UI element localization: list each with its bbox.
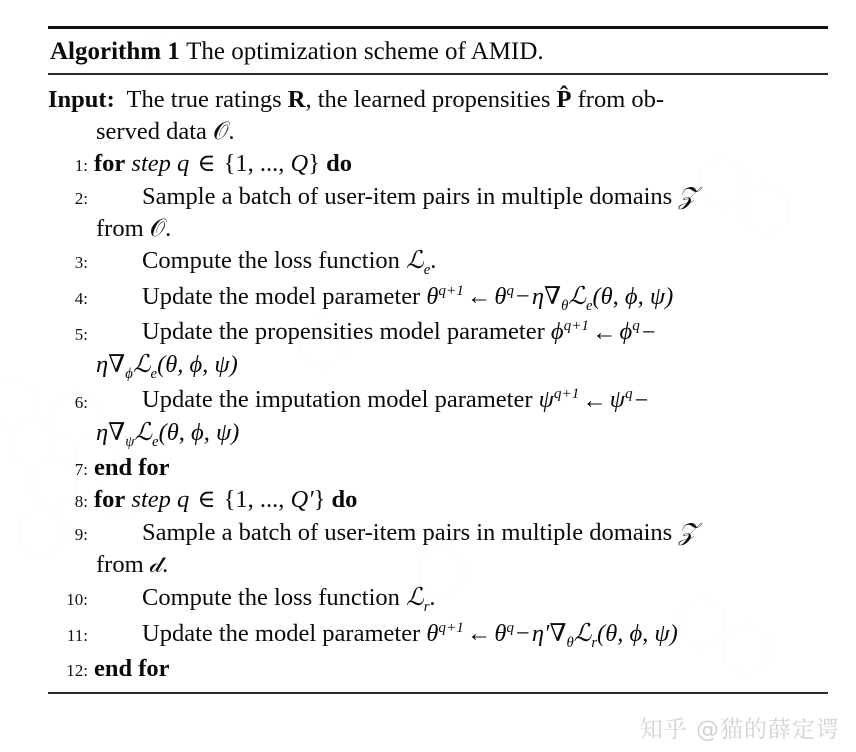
line-number-6: 6: <box>74 392 88 412</box>
line-body-10: Compute the loss function <box>142 583 407 611</box>
line-text-2 <box>94 180 828 213</box>
domain-symbol-2: 𝒵 <box>678 180 698 210</box>
lhs-var-4: θ <box>426 283 439 311</box>
learning-rate-6: η <box>96 419 109 447</box>
loss-subscript-5: e <box>150 366 158 383</box>
learning-rate-5: η <box>96 351 109 379</box>
it-step-1: step <box>131 149 171 177</box>
line-number-1: 1: <box>74 155 88 175</box>
line-text-11 <box>94 617 828 653</box>
algorithm-title-keyword: Algorithm 1 <box>50 38 180 65</box>
nabla-icon-6: ∇ <box>108 419 126 447</box>
loss-symbol-3: ℒ <box>406 245 424 275</box>
line-continuation-9: from 𝒹. <box>96 551 169 578</box>
loss-args-4: (θ, ϕ, ψ) <box>592 283 674 311</box>
nabla-icon-11: ∇ <box>549 619 567 647</box>
line-number-7: 7: <box>74 460 88 480</box>
input-propensity-symbol: P̂ <box>556 86 572 114</box>
kw-do-1: do <box>326 149 353 177</box>
period-10: . <box>429 583 436 611</box>
algorithm-body <box>48 75 828 691</box>
line-text-9 <box>94 516 828 549</box>
alg-line-2 <box>48 180 828 213</box>
alg-line-11 <box>48 617 828 653</box>
line-number-2: 2: <box>74 188 88 208</box>
line-text-4 <box>94 280 828 316</box>
line-text-8 <box>94 484 828 516</box>
input-ratings-symbol: R <box>287 86 306 114</box>
rhs-var-4: θ <box>494 283 507 311</box>
line-number-3: 3: <box>74 253 88 273</box>
grad-subscript-11: θ <box>566 634 574 651</box>
loss-subscript-4: e <box>585 298 593 315</box>
lhs-superscript-4: q+1 <box>438 282 464 300</box>
minus-op-4: − <box>515 283 530 311</box>
alg-line-10 <box>48 581 828 617</box>
algorithm-block <box>48 26 828 694</box>
assign-arrow-4: ← <box>466 283 492 311</box>
rhs-var-11: θ <box>494 619 507 647</box>
line-text-12 <box>94 653 828 685</box>
rhs-var-5: ϕ <box>619 318 633 346</box>
set-membership-8: ∈ <box>197 486 216 514</box>
alg-line-6 <box>48 384 828 416</box>
line-body-2: Sample a batch of user-item pairs in multiple domains <box>142 182 679 210</box>
set-var-1: Q <box>290 149 309 177</box>
alg-line-3 <box>48 244 828 280</box>
loss-symbol-6: ℒ <box>134 417 153 447</box>
set-open-8: {1, ..., <box>223 486 285 514</box>
line-text-1 <box>94 148 828 180</box>
input-text-a: The true ratings <box>126 86 288 114</box>
set-var-8: Q <box>290 486 309 514</box>
line-number-5: 5: <box>74 324 88 344</box>
input-continuation: served data 𝒪. <box>96 118 235 146</box>
line-number-4: 4: <box>74 289 88 309</box>
bottom-rule <box>48 692 828 694</box>
loss-symbol-11: ℒ <box>573 617 592 647</box>
line-text-5 <box>94 316 828 348</box>
line-continuation-2: from 𝒪. <box>96 214 172 242</box>
kw-endfor-12: end for <box>94 654 170 682</box>
nabla-icon-4: ∇ <box>543 283 562 311</box>
loss-subscript-3: e <box>423 262 431 279</box>
set-var-prime-8: ′ <box>308 486 314 514</box>
alg-line-8 <box>48 484 828 516</box>
rhs-superscript-5: q <box>632 317 640 335</box>
domain-symbol-9: 𝒵 <box>678 517 698 547</box>
var-q-8: q <box>177 486 190 514</box>
alg-line-5 <box>48 316 828 348</box>
line-text-10 <box>94 581 828 617</box>
learning-rate-4: η <box>531 283 544 311</box>
algorithm-title-text: The optimization scheme of AMID. <box>186 38 544 65</box>
set-close-1: } <box>308 149 321 177</box>
grad-subscript-4: θ <box>561 298 569 315</box>
loss-symbol-10: ℒ <box>406 581 424 611</box>
loss-args-11: (θ, ϕ, ψ) <box>597 619 678 647</box>
kw-do-8: do <box>331 486 358 514</box>
minus-op-5: − <box>641 318 656 346</box>
zhihu-watermark: 知乎 @猫的薛定谔 <box>639 717 840 743</box>
learning-rate-11: η <box>531 619 544 647</box>
line-continuation-5 <box>48 348 828 384</box>
alg-line-9 <box>48 516 828 549</box>
it-step-8: step <box>131 486 171 514</box>
input-text-c: from ob- <box>571 86 665 114</box>
var-q-1: q <box>177 149 190 177</box>
loss-args-6: (θ, ϕ, ψ) <box>158 419 240 447</box>
line-number-8: 8: <box>74 492 88 512</box>
grad-subscript-5: ϕ <box>125 366 133 383</box>
algorithm-title <box>48 29 828 73</box>
period-3: . <box>430 247 437 275</box>
loss-symbol-4: ℒ <box>568 281 586 311</box>
set-membership-1: ∈ <box>197 149 216 177</box>
assign-arrow-6: ← <box>582 386 607 414</box>
assign-arrow-5: ← <box>592 318 617 346</box>
assign-arrow-11: ← <box>466 619 492 647</box>
lhs-superscript-11: q+1 <box>438 618 464 636</box>
alg-line-4 <box>48 280 828 316</box>
rhs-var-6: ψ <box>609 386 626 414</box>
lhs-var-11: θ <box>426 619 439 647</box>
loss-symbol-5: ℒ <box>132 349 151 379</box>
minus-op-6: − <box>634 386 649 414</box>
line-text-7 <box>94 452 828 484</box>
line-number-9: 9: <box>74 525 88 545</box>
set-close-8: } <box>313 486 326 514</box>
line-number-12: 12: <box>66 660 88 680</box>
line-body-5: Update the propensities model parameter <box>142 318 551 346</box>
alg-line-12 <box>48 653 828 685</box>
rhs-superscript-6: q <box>625 385 633 403</box>
line-body-11: Update the model parameter <box>142 619 427 647</box>
line-text-3 <box>94 244 828 280</box>
minus-op-11: − <box>515 619 530 647</box>
set-open-1: {1, ..., <box>223 149 285 177</box>
lhs-var-5: ϕ <box>550 318 564 346</box>
kw-for-1: for <box>94 149 126 177</box>
line-body-6: Update the imputation model parameter <box>142 386 539 414</box>
line-body-3: Compute the loss function <box>142 247 407 275</box>
learning-rate-prime-11: ′ <box>543 619 550 647</box>
loss-subscript-6: e <box>152 434 159 451</box>
lhs-superscript-6: q+1 <box>553 385 580 403</box>
input-text-b: , the learned propensities <box>305 86 557 114</box>
lhs-var-6: ψ <box>538 386 554 414</box>
input-keyword: Input: <box>48 86 115 114</box>
line-text-6 <box>94 384 828 416</box>
rhs-superscript-11: q <box>506 618 514 636</box>
loss-subscript-10: r <box>423 598 430 615</box>
loss-subscript-11: r <box>591 634 598 651</box>
line-body-9: Sample a batch of user-item pairs in multiple domains <box>142 519 679 547</box>
line-body-4: Update the model parameter <box>142 283 427 311</box>
alg-line-7 <box>48 452 828 484</box>
line-number-10: 10: <box>66 589 88 609</box>
line-number-11: 11: <box>66 625 88 645</box>
rhs-superscript-4: q <box>506 282 514 300</box>
grad-subscript-6: ψ <box>125 434 135 451</box>
kw-endfor-7: end for <box>94 454 170 482</box>
loss-args-5: (θ, ϕ, ψ) <box>157 351 238 379</box>
input-line <box>48 84 828 116</box>
alg-line-1 <box>48 148 828 180</box>
lhs-superscript-5: q+1 <box>563 317 589 335</box>
nabla-icon-5: ∇ <box>108 351 126 379</box>
line-continuation-6 <box>48 416 828 452</box>
kw-for-8: for <box>94 486 126 514</box>
